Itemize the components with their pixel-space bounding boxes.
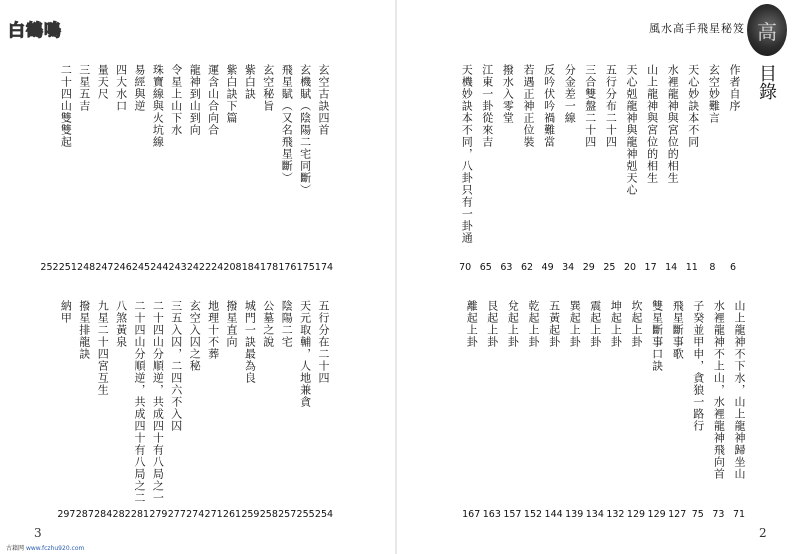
page-number: 75 (691, 509, 704, 520)
toc-entry[interactable]: 天心妙訣本不同 (686, 64, 700, 148)
toc-entry[interactable]: 玄空入囚之秘 (188, 300, 202, 372)
page-number: 6 (729, 262, 737, 273)
page-number: 224 (205, 262, 224, 273)
toc-entry[interactable]: 坎起上卦 (630, 300, 643, 348)
toc-entry[interactable]: 珠寶線與火坑線 (151, 64, 165, 148)
toc-entry[interactable]: 九星二十四宮互生 (96, 300, 110, 396)
page-number: 20 (623, 262, 637, 273)
page-number: 287 (75, 509, 94, 520)
toc-entry[interactable]: 紫白訣 (243, 64, 257, 100)
toc-entry[interactable]: 三五入囚，二四六不入囚 (169, 300, 183, 432)
page-number: 139 (565, 509, 584, 520)
toc-entry[interactable]: 二十四山分順逆，共成四十有八局之一 (151, 300, 165, 504)
toc-entry[interactable]: 震起上卦 (588, 300, 602, 348)
toc-entry[interactable]: 反吟伏吟禍難當 (542, 64, 556, 148)
page-number: 248 (77, 262, 96, 273)
page-number: 71 (732, 509, 746, 520)
page-number: 261 (222, 509, 242, 520)
page-number: 8 (709, 262, 716, 273)
page-number: 167 (462, 509, 481, 520)
page-number: 247 (95, 262, 114, 273)
toc-entry[interactable]: 巽起上卦 (568, 300, 582, 348)
page-number: 73 (712, 509, 725, 520)
page-number: 65 (479, 262, 492, 273)
left-page (0, 0, 396, 554)
site-footer[interactable] (6, 543, 84, 552)
page-number: 29 (582, 262, 595, 273)
page-number: 257 (278, 509, 297, 520)
seal-char: 高 (757, 19, 777, 44)
page-number: 176 (278, 262, 297, 273)
toc-title: 目錄 (756, 64, 777, 100)
toc-entry[interactable]: 五行分在二十四 (317, 300, 330, 384)
page-number: 284 (94, 509, 113, 520)
toc-entry[interactable]: 二十四山雙雙起 (59, 64, 73, 148)
toc-entry[interactable]: 艮起上卦 (485, 300, 499, 348)
book-logo: 白鶴鳴 (8, 21, 62, 41)
page-number: 281 (130, 509, 150, 520)
page-number: 70 (459, 262, 472, 273)
toc-entry[interactable]: 離起上卦 (465, 300, 479, 348)
page-number: 274 (186, 509, 205, 520)
toc-entry[interactable]: 龍神到山到向 (188, 64, 202, 136)
toc-entry[interactable]: 陰陽二宅 (280, 300, 294, 348)
page-number: 271 (204, 509, 223, 520)
page-number: 129 (647, 509, 666, 520)
toc-entry[interactable]: 天元取輔，人地兼貪 (298, 300, 312, 408)
toc-entry[interactable]: 玄機賦（陰陽二宅同斷） (298, 64, 312, 196)
page-number: 132 (606, 509, 625, 520)
page-number: 62 (520, 262, 534, 273)
page-number: 184 (241, 262, 260, 273)
page-number: 134 (585, 509, 604, 520)
page-number: 245 (131, 262, 151, 273)
toc-entry[interactable]: 雙星斷事口訣 (650, 300, 664, 372)
page-number: 178 (260, 262, 279, 273)
toc-entry[interactable]: 地理十不葬 (206, 300, 220, 360)
toc-entry[interactable]: 坤起上卦 (609, 300, 623, 348)
toc-entry[interactable]: 分金差一線 (563, 64, 577, 124)
toc-entry[interactable]: 兌起上卦 (506, 300, 520, 348)
toc-entry[interactable]: 飛星賦（又名飛星斷） (280, 64, 294, 184)
toc-entry[interactable]: 四大水口 (114, 64, 128, 112)
page-number: 152 (523, 509, 543, 520)
toc-entry[interactable]: 量天尺 (96, 64, 110, 100)
toc-entry[interactable]: 水裡龍神與宮位的相生 (666, 64, 680, 184)
toc-entry[interactable]: 納甲 (59, 300, 73, 324)
page-number: 163 (482, 509, 501, 520)
page-number: 252 (40, 262, 59, 273)
seal-logo (747, 4, 787, 56)
toc-entry[interactable]: 子癸並甲申，貪狼一路行 (691, 300, 705, 432)
page-number: 255 (296, 509, 315, 520)
page-number: 175 (296, 262, 315, 273)
page-number: 258 (259, 509, 278, 520)
toc-entry[interactable]: 玄空妙難言 (707, 64, 721, 124)
toc-entry[interactable]: 撥水入零堂 (501, 64, 515, 124)
page-number: 279 (149, 509, 168, 520)
toc-entry[interactable]: 令星上山下水 (169, 64, 183, 136)
toc-entry[interactable]: 作者自序 (728, 64, 741, 112)
toc-entry[interactable]: 乾起上卦 (527, 300, 540, 348)
toc-entry[interactable]: 玄空古訣四首 (317, 64, 330, 136)
footer-url[interactable]: www.fczhu920.com (25, 545, 85, 552)
page-number: 297 (57, 509, 76, 520)
toc-entry[interactable]: 三合雙盤二十四 (583, 64, 597, 148)
toc-entry[interactable]: 江東一卦從來吉 (480, 64, 494, 148)
toc-entry[interactable]: 水裡龍神不上山，水裡龍神飛向首 (712, 300, 726, 480)
right-folio: 2 (759, 526, 767, 540)
toc-entry[interactable]: 飛星斷事歌 (671, 300, 685, 360)
left-folio: 3 (34, 526, 42, 540)
page-number: 34 (562, 262, 575, 273)
page-number: 277 (167, 509, 186, 520)
toc-entry[interactable]: 天心剋龍神與龍神剋天心 (625, 64, 638, 196)
page-number: 246 (113, 262, 132, 273)
page-number: 11 (685, 262, 698, 273)
page-number: 49 (541, 262, 554, 273)
toc-entry[interactable]: 山上龍神不下水，山上龍神歸坐山 (733, 300, 746, 480)
right-page (397, 0, 793, 554)
page-number: 251 (58, 262, 77, 273)
toc-entry[interactable]: 天機妙訣本不同，八卦只有一卦通 (460, 64, 474, 244)
page-number: 282 (112, 509, 131, 520)
page-number: 63 (500, 262, 513, 273)
page-number: 25 (603, 262, 616, 273)
toc-entry[interactable]: 撥星排龍訣 (77, 300, 91, 360)
toc-entry[interactable]: 紫白訣下篇 (225, 64, 238, 124)
toc-entry[interactable]: 撥星直向 (225, 300, 238, 348)
page-number: 129 (626, 509, 646, 520)
toc-entry[interactable]: 公墓之說 (261, 300, 275, 348)
toc-entry[interactable]: 八煞黃泉 (114, 300, 128, 348)
toc-entry[interactable]: 五行分布二十四 (604, 64, 618, 148)
toc-entry[interactable]: 三星五吉 (77, 64, 91, 112)
page-number: 243 (168, 262, 187, 273)
footer-label: 古籍网 (6, 545, 25, 552)
toc-entry[interactable]: 山上龍神與宮位的相生 (645, 64, 659, 184)
toc-entry[interactable]: 城門一訣最為良 (243, 300, 257, 384)
page-number: 144 (544, 509, 563, 520)
toc-entry[interactable]: 二十四山分順逆，共成四十有八局之二 (133, 300, 146, 504)
toc-entry[interactable]: 玄空秘旨 (261, 64, 275, 112)
page-number: 127 (668, 509, 687, 520)
toc-entry[interactable]: 易經與逆 (133, 64, 146, 112)
page-number: 157 (503, 509, 522, 520)
page-number: 17 (644, 262, 657, 273)
page-number: 259 (241, 509, 260, 520)
toc-entry[interactable]: 若遇正神正位裝 (522, 64, 535, 148)
book-title: 風水高手飛星秘笈 (649, 22, 745, 35)
toc-entry[interactable]: 運含山合向合 (206, 64, 220, 136)
page-number: 244 (150, 262, 169, 273)
page-number: 174 (314, 262, 334, 273)
page-number: 254 (314, 509, 334, 520)
page-number: 208 (223, 262, 242, 273)
page-number: 14 (665, 262, 678, 273)
page-number: 242 (186, 262, 205, 273)
toc-entry[interactable]: 五黃起卦 (547, 300, 561, 348)
